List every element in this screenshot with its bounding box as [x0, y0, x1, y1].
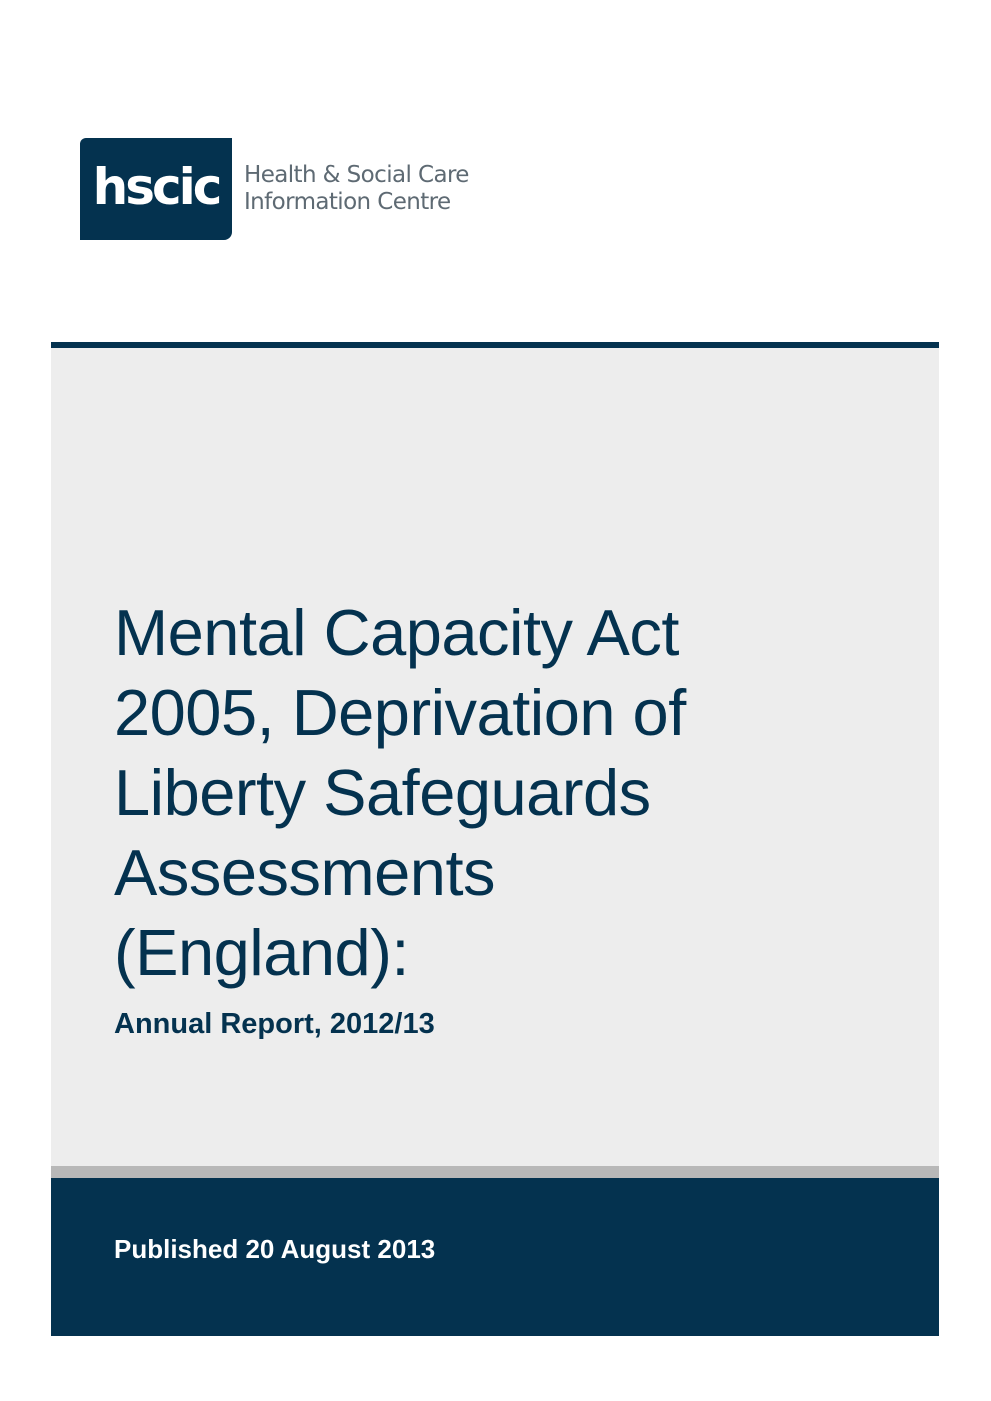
- hscic-logo: [80, 138, 469, 240]
- footer-divider: [51, 1166, 939, 1178]
- title-line: 2005, Deprivation of: [114, 676, 686, 749]
- title-line: Assessments: [114, 836, 496, 909]
- title-line: Mental Capacity Act: [114, 596, 679, 669]
- organisation-name-line1: Health & Social Care: [244, 162, 469, 188]
- footer-band: [51, 1178, 939, 1336]
- title-line: (England):: [114, 916, 409, 989]
- organisation-name: [244, 162, 469, 216]
- title-panel: [51, 348, 939, 1166]
- document-title: [114, 593, 686, 993]
- logo-mark-box: [80, 138, 232, 240]
- title-line: Liberty Safeguards: [114, 756, 651, 829]
- organisation-name-line2: Information Centre: [244, 189, 451, 215]
- publication-date: Published 20 August 2013: [114, 1234, 436, 1264]
- logo-mark: hscic: [92, 158, 220, 216]
- document-subtitle: Annual Report, 2012/13: [114, 1008, 435, 1040]
